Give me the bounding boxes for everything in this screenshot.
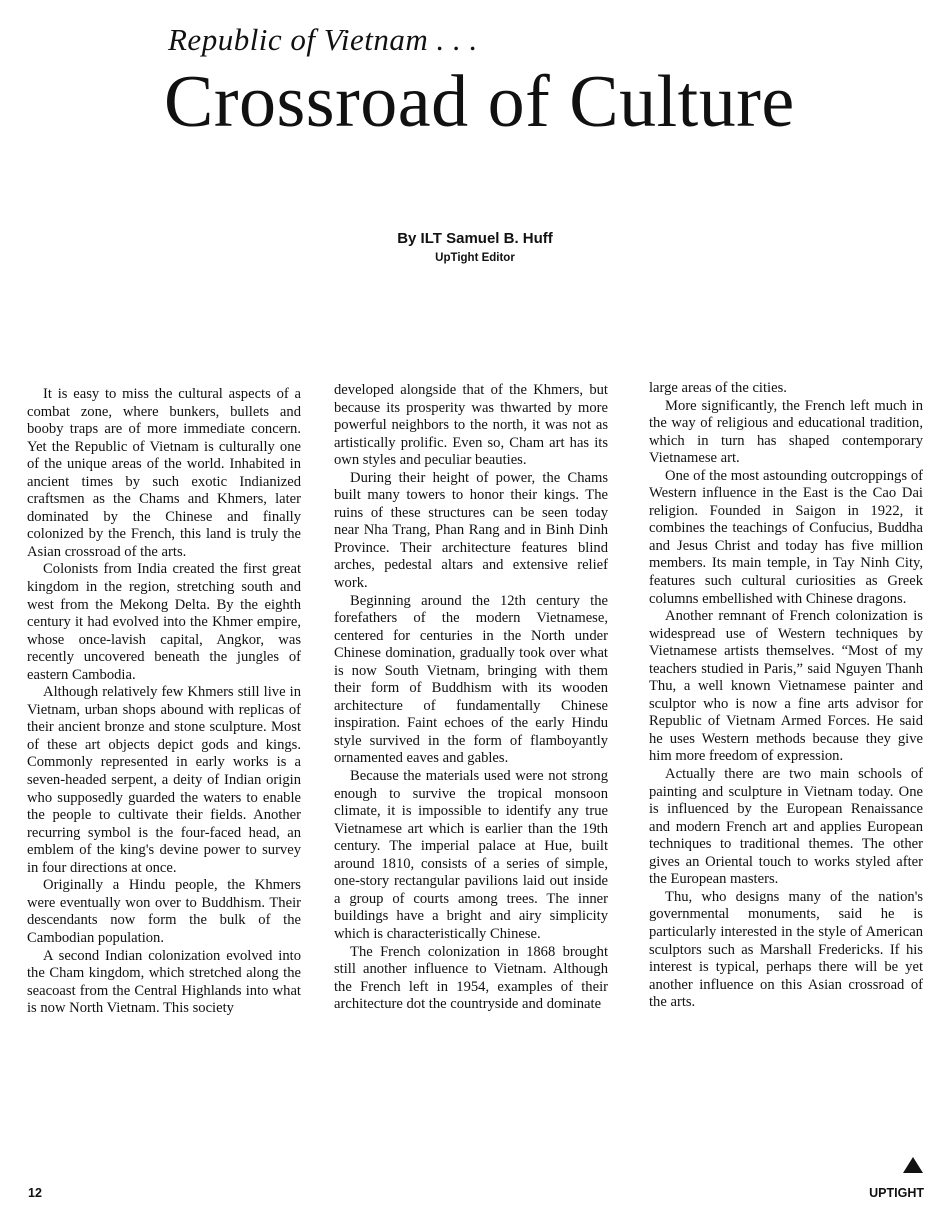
- article-title: Crossroad of Culture: [164, 61, 795, 143]
- paragraph: It is easy to miss the cultural aspects of a combat zone, where bunkers, bullets and booby traps are of more immediate concern. Yet the Republic of Vietnam is culturally one of the unique areas of the world. Inhabited in ancient times by such exotic Indianized craftsmen as the Chams and Khmers, later dominated by the Chinese and finally colonized by the French, this land is truly the Asian crossroad of the arts.: [27, 386, 301, 560]
- page-number: 12: [28, 1186, 42, 1200]
- paragraph: Because the materials used were not strong enough to survive the tropical monsoon climate, it is impossible to identify any true Vietnamese art which is earlier than the 19th century. The imperial palace at Hue, built around 1810, consists of a series of simple, one-story rectangular pavilions laid out inside a group of courts among trees. The inner buildings have a bright and airy simplicity which is characteristically Chinese.: [334, 768, 608, 942]
- paragraph: Although relatively few Khmers still live in Vietnam, urban shops abound with replicas of their ancient bronze and stone sculpture. Most of these art objects depict gods and kings. Commonly represented in early works is a seven-headed serpent, a deity of Indian origin who supposedly guarded the waters to enable the people to cultivate their fields. Another recurring symbol is the four-faced head, an emblem of the king's devine power to survey in four directions at once.: [27, 684, 301, 876]
- paragraph: Beginning around the 12th century the forefathers of the modern Vietnamese, centered for centuries in the North under Chinese domination, gradually took over what is now South Vietnam, bringing with them their form of Buddhism with its wooden architecture of fundamentally Chinese inspiration. Faint echoes of the early Hindu style survived in the form of flamboyantly ornamented eaves and gables.: [334, 592, 608, 767]
- paragraph: More significantly, the French left much in the way of religious and educational tradition, which in turn has shaped contemporary Vietnamese art.: [649, 397, 923, 467]
- paragraph: A second Indian colonization evolved into the Cham kingdom, which stretched along the seacoast from the Central Highlands into what is now North Vietnam. This society: [27, 947, 301, 1017]
- article-kicker: Republic of Vietnam . . .: [168, 22, 478, 57]
- text-column-2: [334, 382, 608, 1014]
- paragraph: Thu, who designs many of the nation's governmental monuments, said he is particularly interested in the style of American sculptors such as Marshall Fredericks. If his interest is typical, perhaps there will be yet another influence on this Asian crossroad of the arts.: [649, 888, 923, 1011]
- paragraph: During their height of power, the Chams built many towers to honor their kings. The ruins of these structures can be seen today near Nha Trang, Phan Rang and in Binh Dinh Province. Their architecture features blind arches, pedestal altars and extensive relief work.: [334, 469, 608, 592]
- text-column-3: [649, 380, 923, 1012]
- article-byline: By ILT Samuel B. Huff: [397, 230, 553, 247]
- paragraph: Originally a Hindu people, the Khmers were eventually won over to Buddhism. Their descendants now form the bulk of the Cambodian population.: [27, 877, 301, 946]
- paragraph: large areas of the cities.: [649, 380, 787, 396]
- paragraph: One of the most astounding outcroppings of Western influence in the East is the Cao Dai religion. Founded in Saigon in 1922, it combines the teachings of Confucius, Buddha and Jesus Christ and today has five million members. Its main temple, in Tay Ninh City, features such cultural curiosities as Greek columns embellished with Chinese dragons.: [649, 467, 923, 607]
- publication-name: UPTIGHT: [869, 1186, 924, 1200]
- paragraph: The French colonization in 1868 brought still another influence to Vietnam. Although the French left in 1954, examples of their architecture dot the countryside and dominate: [334, 943, 608, 1013]
- paragraph: developed alongside that of the Khmers, but because its prosperity was thwarted by more powerful neighbors to the north, it was not as artistically prolific. Even so, Cham art has its own styles and peculiar beauties.: [334, 382, 608, 469]
- paragraph: Actually there are two main schools of painting and sculpture in Vietnam today. One is influenced by the European Renaissance and modern French art and applies European techniques to traditional themes. The other gives an Oriental touch to works styled after the European masters.: [649, 766, 923, 888]
- paragraph: Another remnant of French colonization is widespread use of Western techniques by Vietnamese artists themselves. “Most of my teachers studied in Paris,” said Nguyen Thanh Thu, a well known Vietnamese painter and sculptor who is now a fine arts advisor for Republic of Vietnam Armed Forces. He said he uses Western methods because they give him more freedom of expression.: [649, 608, 923, 765]
- article-byline-role: UpTight Editor: [435, 252, 515, 264]
- triangle-end-icon: [903, 1157, 923, 1173]
- text-column-1: [27, 386, 301, 1018]
- paragraph: Colonists from India created the first great kingdom in the region, stretching south and west from the Mekong Delta. By the eighth century it had evolved into the Khmer empire, whose once-lavish capital, Angkor, was recently uncovered beneath the jungles of eastern Cambodia.: [27, 561, 301, 683]
